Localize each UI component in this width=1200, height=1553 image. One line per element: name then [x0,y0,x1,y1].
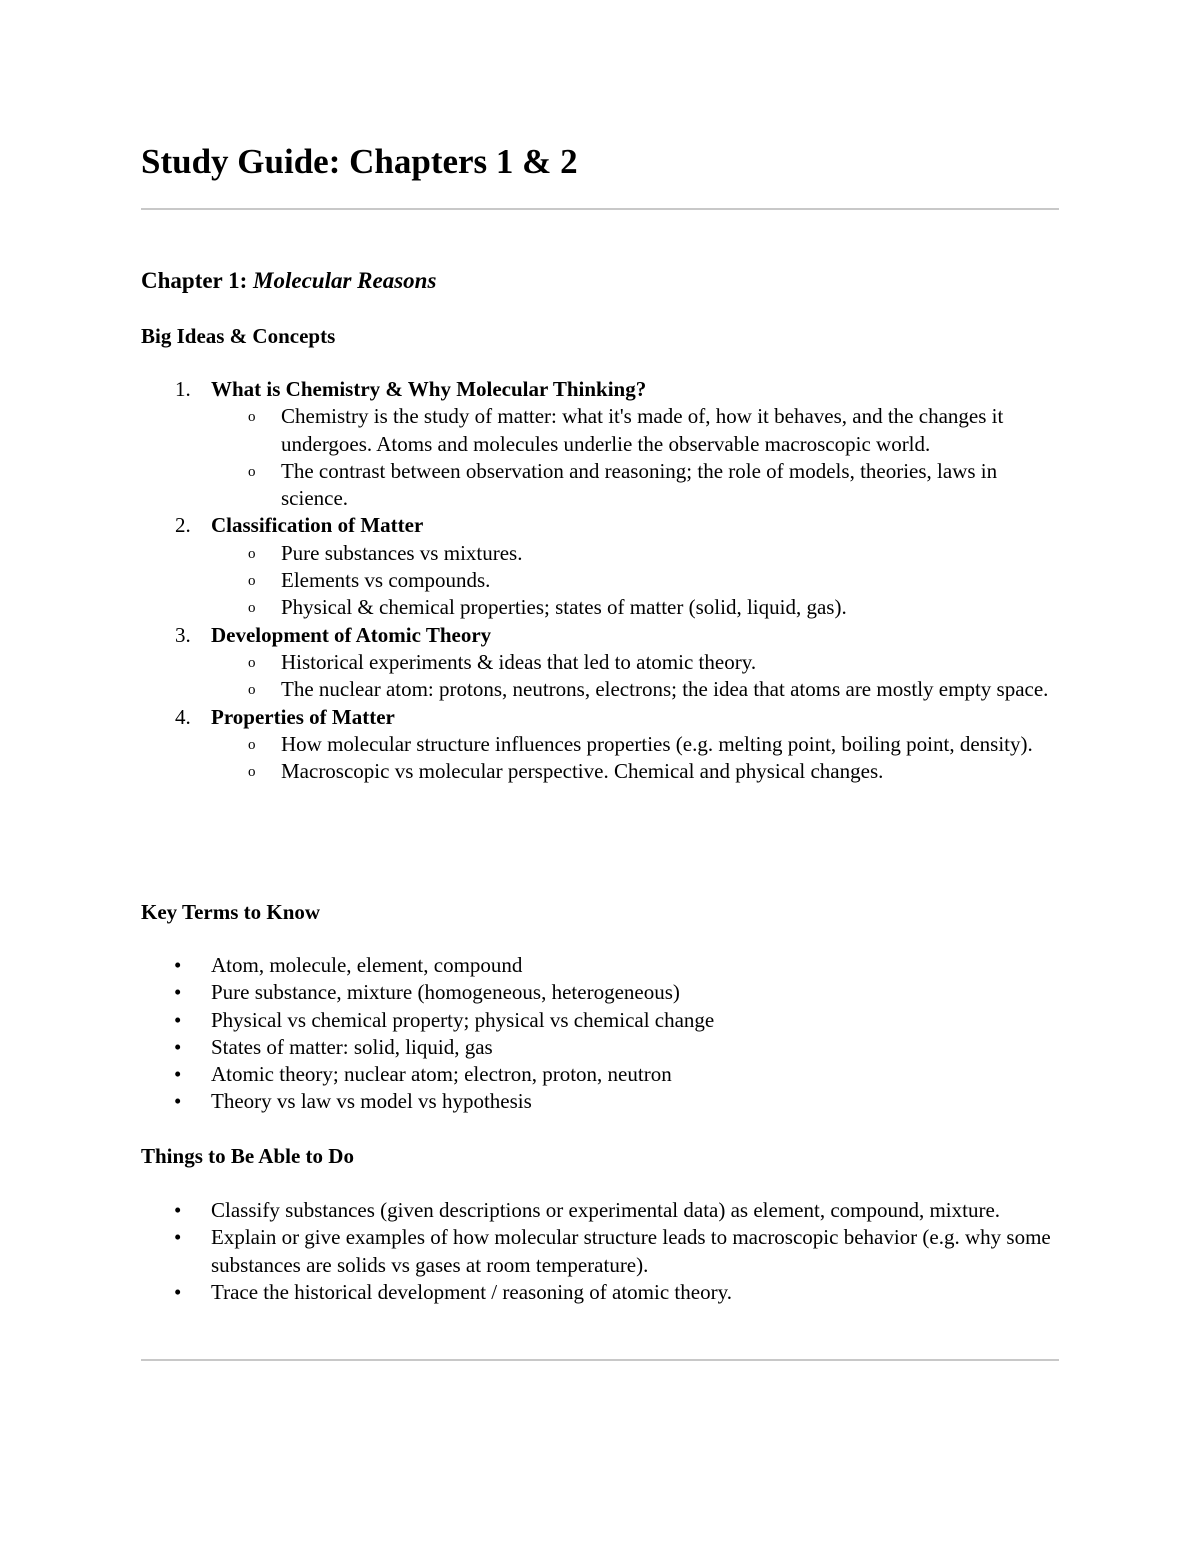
item-number: 1. [175,377,191,401]
item-number: 3. [175,622,191,647]
list-item-text: Theory vs law vs model vs hypothesis [211,1089,532,1114]
big-idea-item [141,704,1059,786]
big-idea-item [141,622,1059,704]
big-ideas-list [141,376,1059,785]
list-item-text: Atomic theory; nuclear atom; electron, proton, neutron [211,1062,672,1087]
big-idea-item [141,512,1059,621]
item-title: Classification of Matter [211,513,424,538]
list-item-text: Trace the historical development / reasoning of atomic theory. [211,1279,732,1304]
circle-bullet-icon: o [248,573,256,590]
sub-item-text: The contrast between observation and reasoning; the role of models, theories, laws in science. [281,458,998,511]
sub-item-text: Physical & chemical properties; states of matter (solid, liquid, gas). [281,595,847,620]
circle-bullet-icon: o [248,409,256,426]
big-idea-item [141,376,1059,512]
item-title: What is Chemistry & Why Molecular Thinking? [211,377,647,401]
circle-bullet-icon: o [248,736,256,753]
key-terms-block [141,952,1059,1116]
list-item-text: States of matter: solid, liquid, gas [211,1034,493,1059]
bullet-icon: • [174,1279,182,1304]
list-item [141,1034,1059,1061]
list-item [141,952,1059,979]
item-number: 2. [175,513,191,538]
bullet-icon: • [174,1225,182,1250]
chapter-heading-prefix: Chapter 1: [141,268,254,293]
bullet-icon: • [174,1007,182,1032]
sub-item-text: Macroscopic vs molecular perspective. Chemical and physical changes. [281,759,884,784]
sub-item-text: Chemistry is the study of matter: what it's made of, how it behaves, and the changes it undergoes. Atoms and molecules underlie the observable macroscopic world. [281,404,1004,456]
list-item-text: Physical vs chemical property; physical vs chemical change [211,1007,715,1032]
sub-item [211,758,1059,785]
sub-item [211,567,1059,594]
things-to-do-block [141,1197,1059,1306]
sub-item [211,403,1059,458]
circle-bullet-icon: o [248,545,256,562]
sub-item [211,594,1059,621]
horizontal-rule [141,208,1059,210]
bullet-icon: • [174,1034,182,1059]
sub-list [211,403,1059,512]
circle-bullet-icon: o [248,600,256,617]
bullet-icon: • [174,1062,182,1087]
bullet-icon: • [174,953,182,977]
things-to-do-heading: Things to Be Able to Do [141,1144,354,1168]
sub-list [211,731,1059,786]
item-title: Properties of Matter [211,704,395,729]
sub-item [211,458,1059,513]
chapter-heading-title: Molecular Reasons [253,268,437,293]
big-ideas-heading: Big Ideas & Concepts [141,324,336,348]
circle-bullet-icon: o [248,764,256,781]
circle-bullet-icon: o [248,654,256,671]
list-item [141,979,1059,1006]
sub-item [211,676,1059,703]
list-item [141,1197,1059,1224]
list-item-text: Atom, molecule, element, compound [211,953,523,977]
sub-item [211,731,1059,758]
things-to-do-list [141,1197,1059,1306]
list-item [141,1061,1059,1088]
sub-item-text: How molecular structure influences properties (e.g. melting point, boiling point, density). [281,731,1033,756]
list-item [141,1007,1059,1034]
bullet-icon: • [174,1089,182,1114]
chapter-heading [141,266,436,296]
horizontal-rule [141,1359,1059,1361]
key-terms-heading: Key Terms to Know [141,900,321,924]
sub-item [211,540,1059,567]
list-item [141,1279,1059,1306]
list-item-text: Explain or give examples of how molecular structure leads to macroscopic behavior (e.g. why some substances are solids vs gases at room temperature). [211,1225,1051,1277]
sub-list [211,540,1059,622]
sub-list [211,649,1059,704]
list-item-text: Classify substances (given descriptions or experimental data) as element, compound, mixture. [211,1198,1001,1222]
sub-item-text: Pure substances vs mixtures. [281,540,523,565]
sub-item-text: Historical experiments & ideas that led to atomic theory. [281,649,757,674]
sub-item-text: The nuclear atom: protons, neutrons, electrons; the idea that atoms are mostly empty space. [281,677,1049,702]
bullet-icon: • [174,1198,182,1222]
circle-bullet-icon: o [248,463,256,480]
key-terms-list [141,952,1059,1116]
page-title: Study Guide: Chapters 1 & 2 [141,142,578,181]
circle-bullet-icon: o [248,682,256,699]
list-item-text: Pure substance, mixture (homogeneous, heterogeneous) [211,980,680,1005]
item-title: Development of Atomic Theory [211,622,492,647]
big-ideas-block [141,376,1059,785]
sub-item-text: Elements vs compounds. [281,568,491,593]
bullet-icon: • [174,980,182,1005]
sub-item [211,649,1059,676]
list-item [141,1224,1059,1279]
list-item [141,1088,1059,1115]
item-number: 4. [175,704,191,729]
